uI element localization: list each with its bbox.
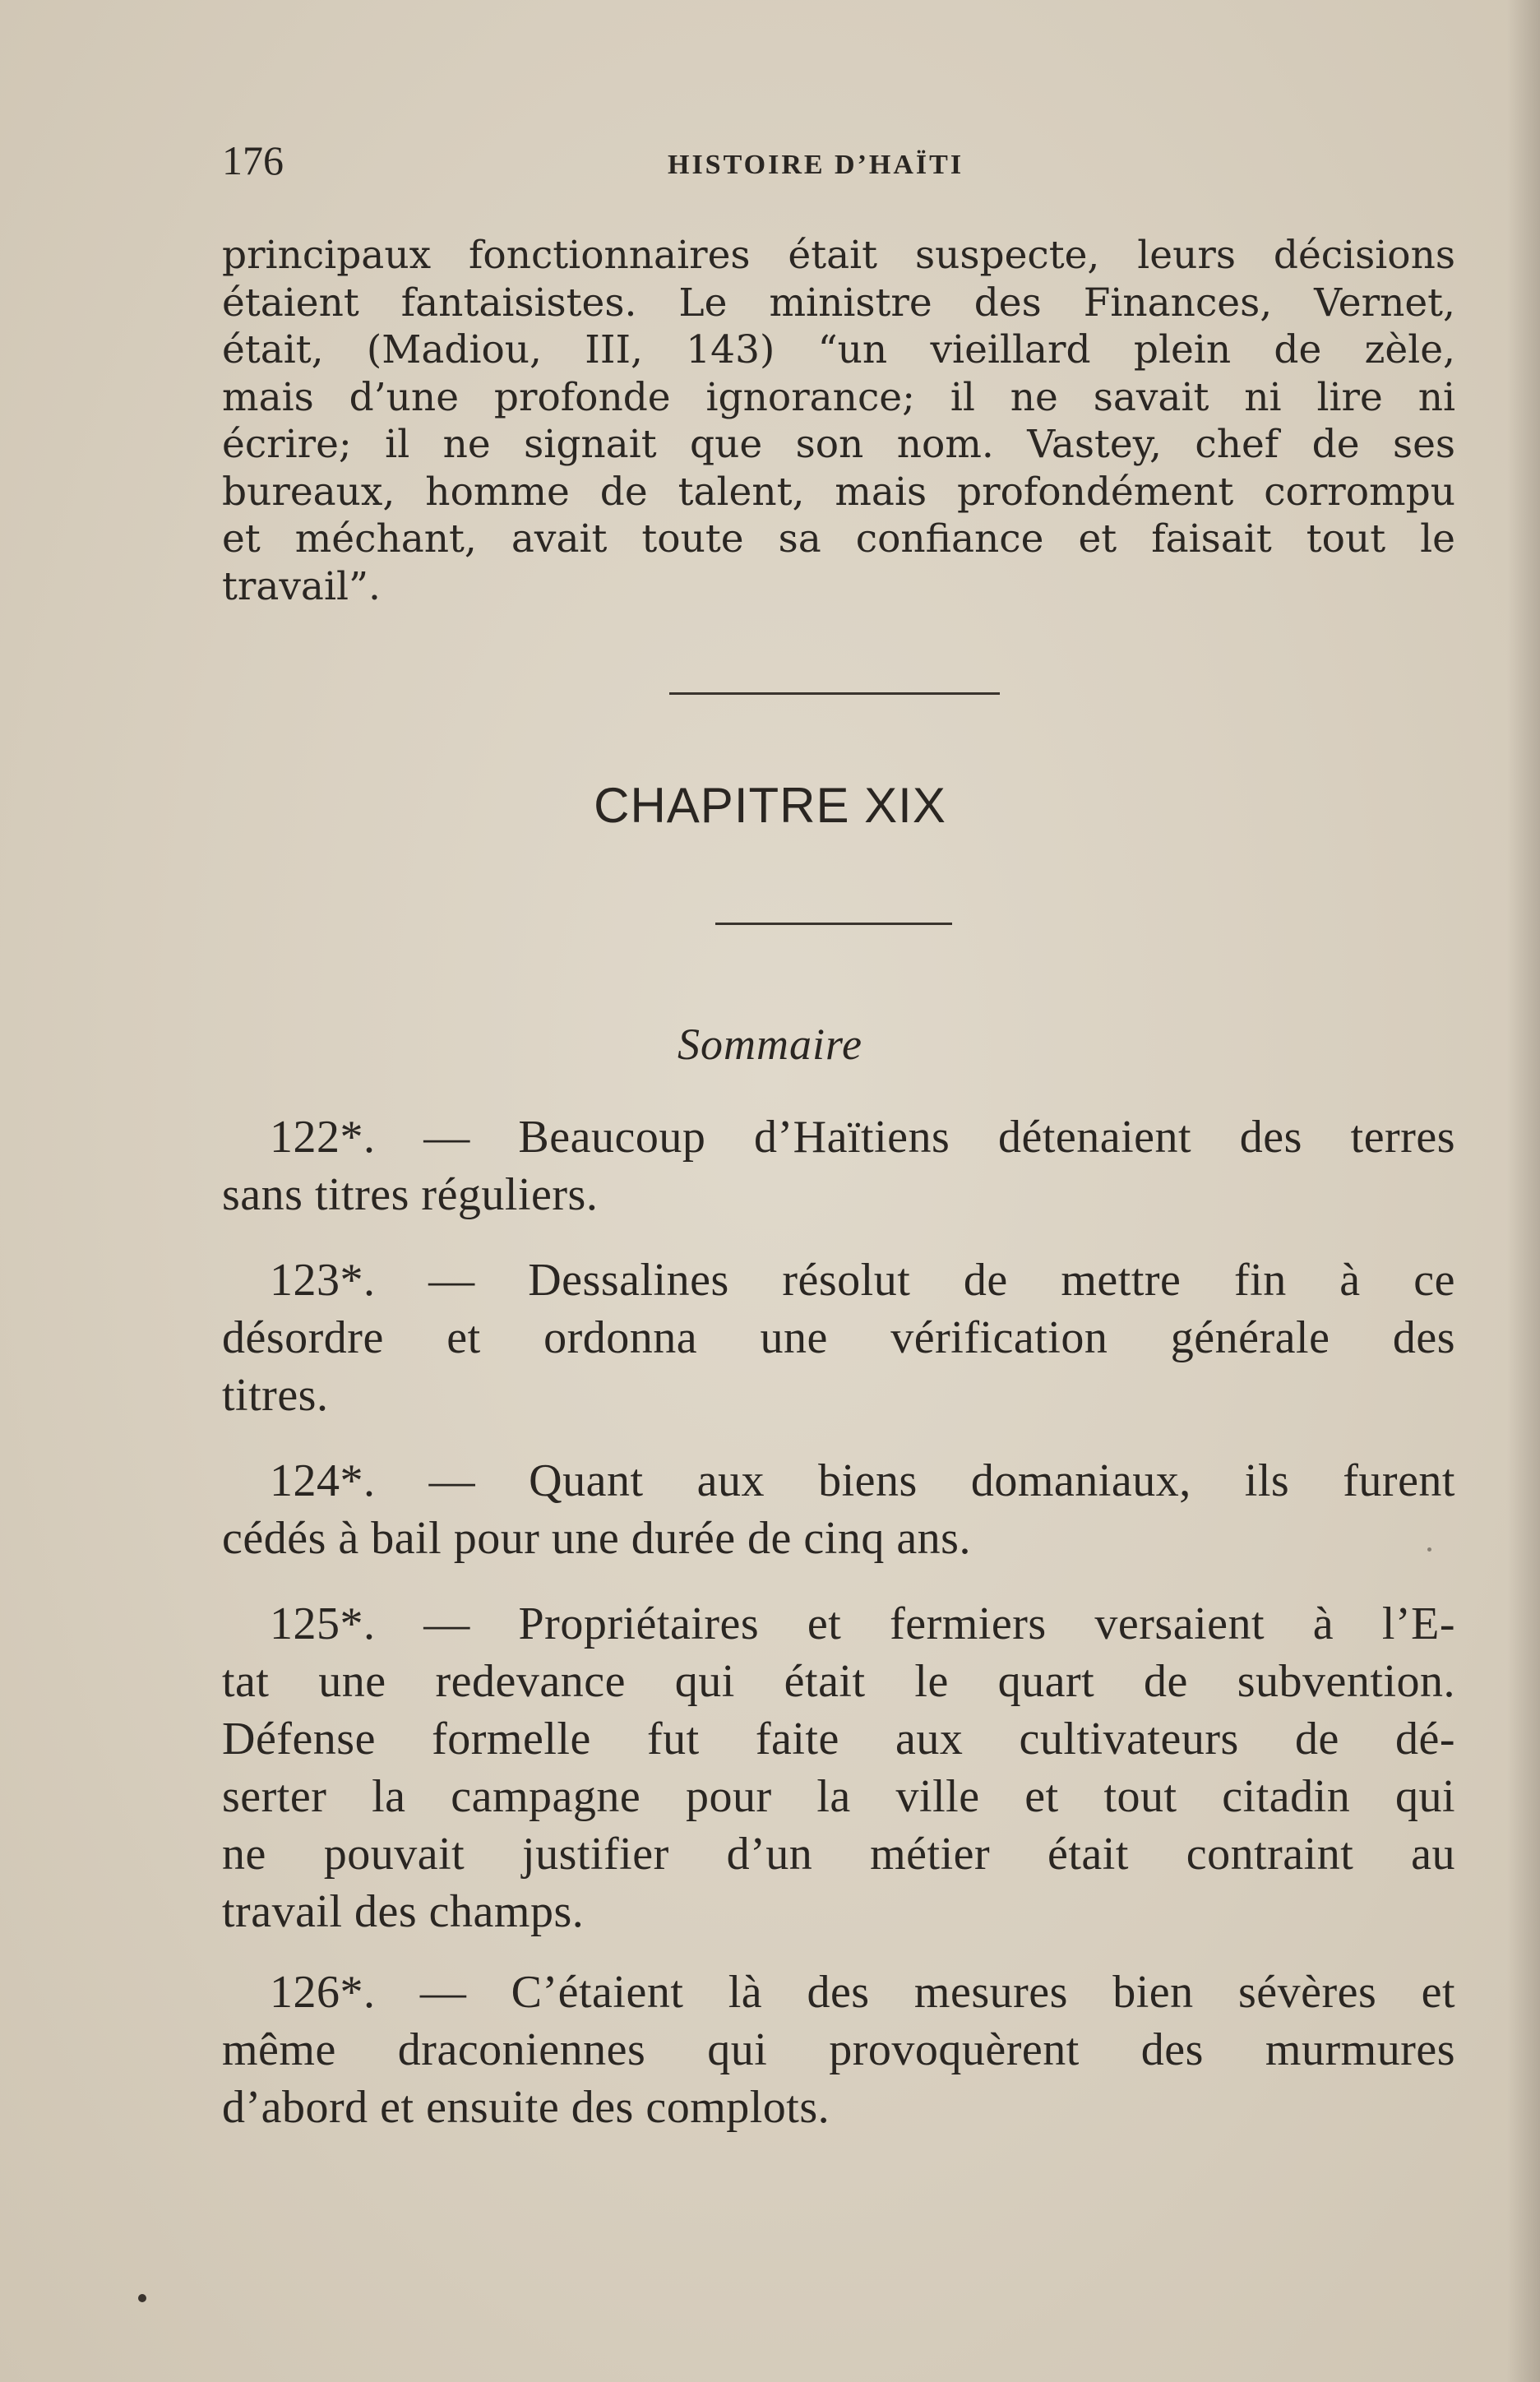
text-line: d’abord et ensuite des complots. [222, 2082, 830, 2133]
text-line: écrire; il ne signait que son nom. Vastey, chef de ses [222, 422, 1455, 467]
text-line: et méchant, avait toute sa confiance et faisait tout le [222, 516, 1455, 562]
summary-item-122 [222, 1108, 1455, 1223]
paper-speck [138, 2294, 146, 2302]
text-line: travail”. [222, 563, 381, 609]
running-head: HISTOIRE D’HAÏTI [668, 150, 964, 180]
text-line: 123*. — Dessalines résolut de mettre fin à ce [270, 1255, 1455, 1306]
chapter-title: CHAPITRE XIX [594, 778, 946, 833]
page-edge-shadow [1507, 0, 1540, 2382]
text-line: serter la campagne pour la ville et tout citadin qui [222, 1771, 1455, 1822]
text-line: sans titres réguliers. [222, 1169, 599, 1220]
summary-item-126 [222, 1963, 1455, 2136]
text-line: cédés à bail pour une durée de cinq ans. [222, 1513, 971, 1564]
text-line: 126*. — C’étaient là des mesures bien sévères et [270, 1967, 1455, 2018]
text-line: 125*. — Propriétaires et fermiers versaient à l’E- [270, 1598, 1455, 1649]
text-line: même draconiennes qui provoquèrent des murmures [222, 2024, 1455, 2075]
text-line: Défense formelle fut faite aux cultivateurs de dé- [222, 1714, 1455, 1765]
summary-item-125 [222, 1595, 1455, 1940]
text-line: tat une redevance qui était le quart de subvention. [222, 1656, 1455, 1707]
text-line: titres. [222, 1370, 329, 1421]
text-line: étaient fantaisistes. Le ministre des Finances, Vernet, [222, 280, 1455, 326]
paper-speck [1427, 1547, 1431, 1552]
text-line: était, (Madiou, III, 143) “un vieillard plein de zèle, [222, 327, 1455, 372]
summary-item-124 [222, 1452, 1455, 1567]
page-number: 176 [222, 137, 284, 183]
text-line: principaux fonctionnaires était suspecte, leurs décisions [222, 233, 1455, 278]
text-line: mais d’une profonde ignorance; il ne savait ni lire ni [222, 374, 1455, 420]
text-line: 124*. — Quant aux biens domaniaux, ils furent [270, 1455, 1455, 1506]
text-line: travail des champs. [222, 1886, 585, 1937]
text-line: ne pouvait justifier d’un métier était contraint au [222, 1829, 1455, 1880]
summary-item-123 [222, 1251, 1455, 1424]
text-line: bureaux, homme de talent, mais profondément corrompu [222, 469, 1455, 515]
text-line: 122*. — Beaucoup d’Haïtiens détenaient des terres [270, 1112, 1455, 1163]
summary-heading: Sommaire [678, 1020, 862, 1069]
chapter-underline-rule [715, 923, 952, 925]
intro-paragraph [222, 232, 1455, 610]
section-divider-rule [669, 692, 1000, 695]
text-line: désordre et ordonna une vérification générale des [222, 1312, 1455, 1363]
